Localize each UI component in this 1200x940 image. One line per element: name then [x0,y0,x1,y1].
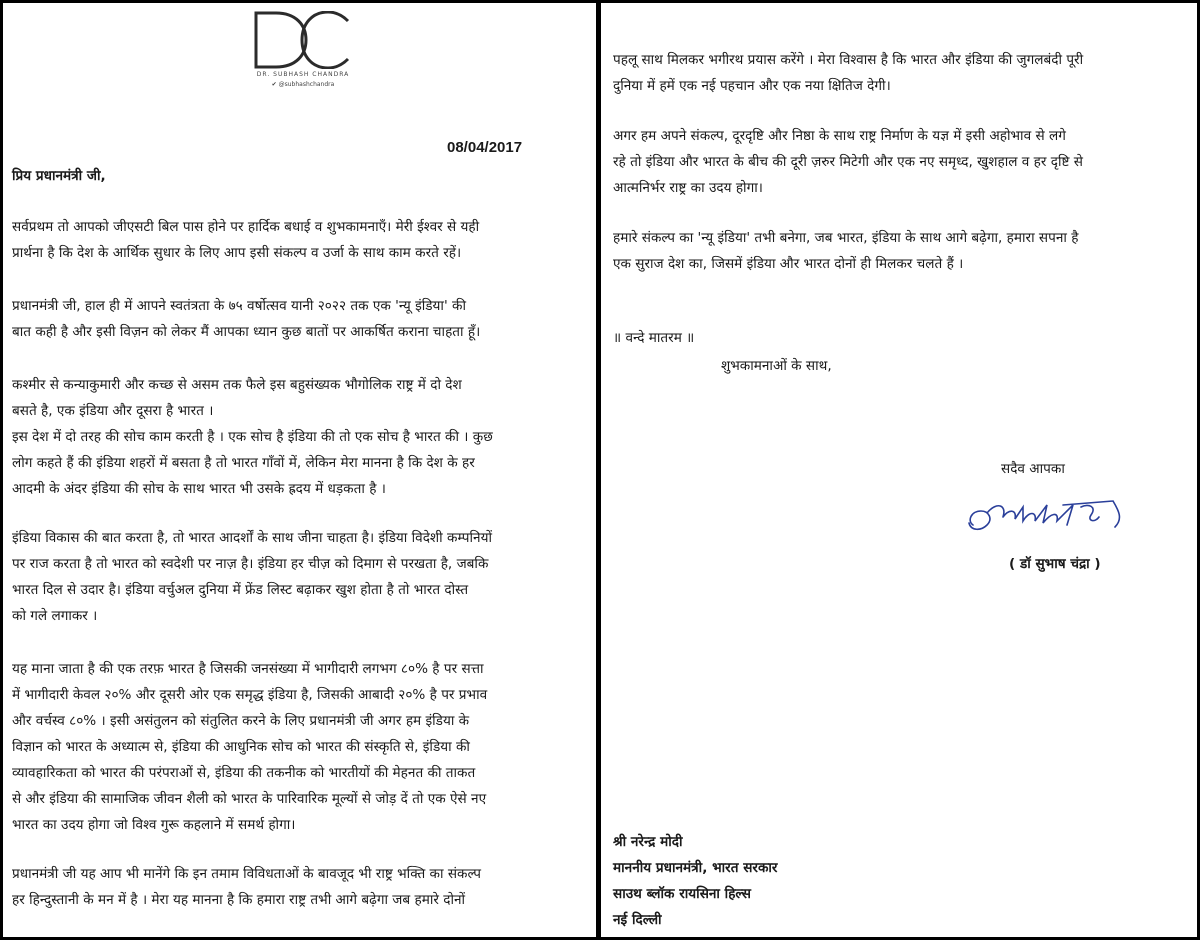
text-line: को गले लगाकर । [12,608,98,624]
text-line: बात कही है और इसी विज़न को लेकर मैं आपका ध्यान कुछ बातों पर आकर्षित कराना चाहता हूँ। [12,324,481,340]
address-line: माननीय प्रधानमंत्री, भारत सरकार [613,860,778,876]
logo-handle [233,81,373,88]
text-line: प्रार्थना है कि देश के आर्थिक सुधार के लिए आप इसी संकल्प व उर्जा के साथ काम करते रहें। [12,245,462,261]
text-line: यह माना जाता है की एक तरफ़ भारत है जिसकी जनसंख्या में भागीदारी लगभग ८०% है पर सत्ता [12,661,484,677]
handwritten-signature [963,497,1153,547]
salutation: प्रिय प्रधानमंत्री जी, [12,168,106,184]
recipient-address [613,829,777,933]
text-line: भारत का उदय होगा जो विश्व गुरू कहलाने में समर्थ होगा। [12,817,296,833]
letterhead-logo [233,11,373,88]
text-line: इंडिया विकास की बात करता है, तो भारत आदर्शों के साथ जीना चाहता है। इंडिया विदेशी कम्पनियों [12,530,492,546]
text-line: दुनिया में हमें एक नई पहचान और एक नया क्षितिज देगी। [613,78,891,94]
dc-monogram [248,11,358,69]
text-line: सर्वप्रथम तो आपको जीएसटी बिल पास होने पर हार्दिक बधाई व शुभकामनाएँ। मेरी ईश्वर से यही [12,219,480,235]
paragraph-5 [12,656,487,838]
text-line: आत्मनिर्भर राष्ट्र का उदय होगा। [613,180,763,196]
text-line: और वर्चस्व ८०% । इसी असंतुलन को संतुलित करने के लिए प्रधानमंत्री जी अगर हम इंडिया के [12,713,470,729]
text-line: अगर हम अपने संकल्प, दूरदृष्टि और निष्ठा के साथ राष्ट्र निर्माण के यज्ञ में इसी अहोभाव से लगे [613,128,1066,144]
text-line: व्यावहारिकता को भारत की परंपराओं से, इंडिया की तकनीक को भारतीयों की मेहनत की ताकत [12,765,476,781]
text-line: से और इंडिया की सामाजिक जीवन शैली को भारत के पारिवारिक मूल्यों से जोड़ दें तो एक ऐसे नए [12,791,487,807]
wishes-line: शुभकामनाओं के साथ, [721,358,832,374]
paragraph-4 [12,525,492,629]
text-line: बसते है, एक इंडिया और दूसरा है भारत । [12,403,214,419]
text-line: हर हिन्दुस्तानी के मन में है । मेरा यह मानना है कि हमारा राष्ट्र तभी आगे बढ़ेगा जब हमारे दोनों [12,892,466,908]
text-line: भारत दिल से उदार है। इंडिया वर्चुअल दुनिया में फ्रेंड लिस्ट बढ़ाकर खुश होता है तो भारत दोस्त [12,582,469,598]
text-line: प्रधानमंत्री जी, हाल ही में आपने स्वतंत्रता के ७५ वर्षोत्सव यानी २०२२ तक एक 'न्यू इंडिया' की [12,298,466,314]
paragraph-6 [12,861,481,913]
closing-salute: ॥ वन्दे मातरम ॥ [613,330,695,346]
letter-page-left [3,3,596,937]
paragraph-9 [613,225,1078,277]
paragraph-8 [613,123,1083,201]
paragraph-7 [613,47,1083,99]
address-line: नई दिल्ली [613,912,662,928]
twitter-icon: ✔ [271,81,277,88]
text-line: में भागीदारी केवल २०% और दूसरी ओर एक समृद्ध इंडिया है, जिसकी आबादी २०% है पर प्रभाव [12,687,488,703]
letter-page-right [601,3,1197,937]
text-line: आदमी के अंदर इंडिया की सोच के साथ भारत भी उसके ह्रदय में धड़कता है । [12,481,386,497]
yours-line: सदैव आपका [1001,461,1065,477]
paragraph-3 [12,372,493,502]
text-line: रहे तो इंडिया और भारत के बीच की दूरी ज़रुर मिटेगी और एक नए समृध्द, खुशहाल व हर दृष्टि से [613,154,1083,170]
logo-name: DR. SUBHASH CHANDRA [256,71,350,78]
paragraph-2 [12,293,480,345]
text-line: प्रधानमंत्री जी यह आप भी मानेंगे कि इन तमाम विविधताओं के बावजूद भी राष्ट्र भक्ति का संकल्प [12,866,482,882]
paragraph-1 [12,214,479,266]
logo-handle-text: @subhashchandra [278,81,335,88]
text-line: कश्मीर से कन्याकुमारी और कच्छ से असम तक फैले इस बहुसंख्यक भौगोलिक राष्ट्र में दो देश [12,377,462,393]
signatory-name: ( डॉ सुभाष चंद्रा ) [1009,556,1101,572]
text-line: हमारे संकल्प का 'न्यू इंडिया' तभी बनेगा, जब भारत, इंडिया के साथ आगे बढ़ेगा, हमारा सपना है [613,230,1079,246]
text-line: इस देश में दो तरह की सोच काम करती है । एक सोच है इंडिया की तो एक सोच है भारत की । कुछ [12,429,493,445]
address-line: श्री नरेन्द्र मोदी [613,834,683,850]
text-line: पर राज करता है तो भारत को स्वदेशी पर नाज़ है। इंडिया हर चीज़ को दिमाग से परखता है, जबकि [12,556,489,572]
text-line: विज्ञान को भारत के अध्यात्म से, इंडिया की आधुनिक सोच को भारत की संस्कृति से, इंडिया की [12,739,470,755]
letter-date: 08/04/2017 [447,139,523,156]
text-line: लोग कहते हैं की इंडिया शहरों में बसता है तो भारत गाँवों में, लेकिन मेरा मानना है कि देश के हर [12,455,475,471]
address-line: साउथ ब्लॉक रायसिना हिल्स [613,886,751,902]
text-line: एक सुराज देश का, जिसमें इंडिया और भारत दोनों ही मिलकर चलते हैं । [613,256,964,272]
text-line: पहलू साथ मिलकर भगीरथ प्रयास करेंगे । मेरा विश्वास है कि भारत और इंडिया की जुगलबंदी पूरी [613,52,1084,68]
